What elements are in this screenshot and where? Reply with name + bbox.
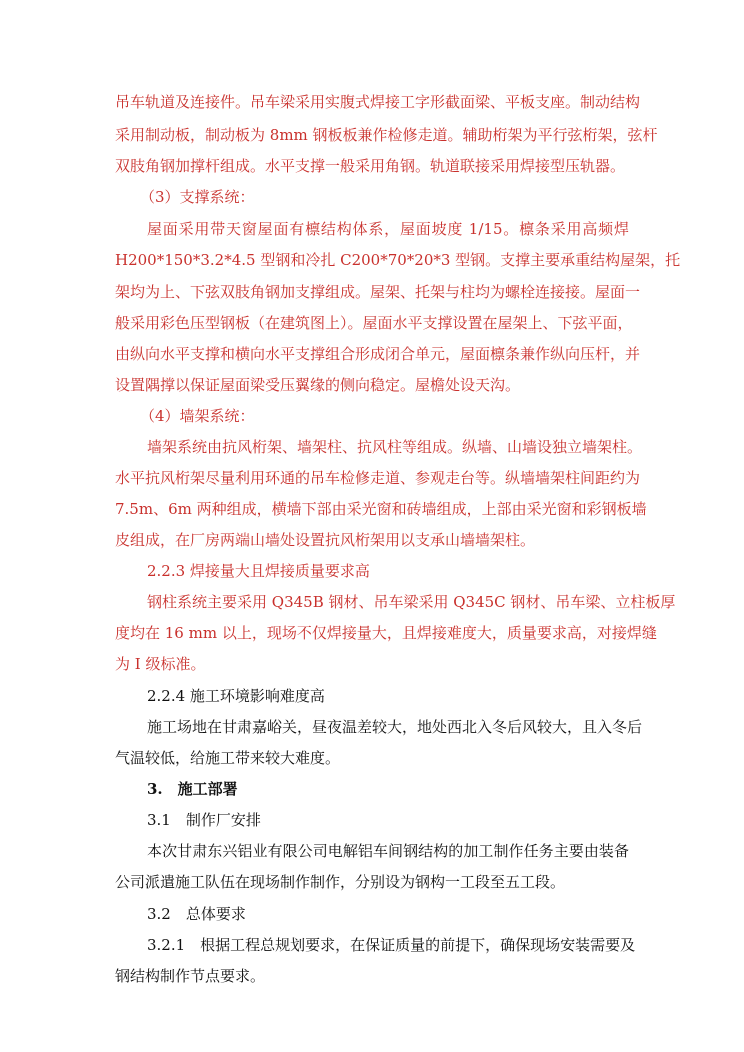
- heading-section-3: 3. 施工部署: [147, 780, 238, 798]
- para-wheel-rail-line-3: 双肢角钢加撑杆组成。水平支撑一般采用角钢。轨道联接采用焊接型压轨器。: [115, 157, 626, 175]
- heading-3-2: 3.2 总体要求: [147, 905, 246, 923]
- para-welding-line-2: 度均在 16 mm 以上，现场不仅焊接量大，且焊接难度大，质量要求高，对接焊缝: [115, 624, 657, 642]
- para-support-line-3: 架均为上、下弦双肢角钢加支撑组成。屋架、托架与柱均为螺栓连接接。屋面一: [115, 283, 641, 301]
- para-requirements-line-2: 钢结构制作节点要求。: [115, 967, 266, 985]
- para-wheel-rail-line-1: 吊车轨道及连接件。吊车梁采用实腹式焊接工字形截面梁、平板支座。制动结构: [115, 93, 641, 111]
- para-support-line-5: 由纵向水平支撑和横向水平支撑组合形成闭合单元，屋面檩条兼作纵向压杆，并: [115, 345, 641, 363]
- heading-3-1: 3.1 制作厂安排: [147, 811, 261, 829]
- para-environment-line-2: 气温较低，给施工带来较大难度。: [115, 749, 341, 767]
- para-support-line-2: H200*150*3.2*4.5 型钢和冷扎 C200*70*20*3 型钢。支撑主要承重结构屋架，托: [115, 251, 681, 269]
- heading-2-2-3: 2.2.3 焊接量大且焊接质量要求高: [147, 562, 370, 580]
- para-wall-frame-line-4: 皮组成，在厂房两端山墙处设置抗风桁架用以支承山墙墙架柱。: [115, 531, 536, 549]
- heading-2-2-4: 2.2.4 施工环境影响难度高: [147, 687, 325, 705]
- para-requirements-line-1: 3.2.1 根据工程总规划要求，在保证质量的前提下，确保现场安装需要及: [147, 936, 636, 954]
- para-factory-line-2: 公司派遣施工队伍在现场制作制作，分别设为钢构一工段至五工段。: [115, 873, 566, 891]
- para-wall-frame-line-1: 墙架系统由抗风桁架、墙架柱、抗风柱等组成。纵墙、山墙设独立墙架柱。: [147, 438, 643, 456]
- para-wheel-rail-line-2: 采用制动板，制动板为 8mm 钢板板兼作检修走道。辅助桁架为平行弦桁架，弦杆: [115, 126, 658, 144]
- para-support-line-6: 设置隅撑以保证屋面梁受压翼缘的侧向稳定。屋檐处设天沟。: [115, 376, 521, 394]
- para-factory-line-1: 本次甘肃东兴铝业有限公司电解铝车间钢结构的加工制作任务主要由装备: [147, 842, 629, 860]
- para-welding-line-3: 为 I 级标准。: [115, 655, 206, 673]
- para-wall-frame-line-2: 水平抗风桁架尽量利用环通的吊车检修走道、参观走台等。纵墙墙架柱间距约为: [115, 469, 641, 487]
- para-environment-line-1: 施工场地在甘肃嘉峪关，昼夜温差较大，地处西北入冬后风较大，且入冬后: [147, 718, 643, 736]
- para-support-line-4: 般采用彩色压型钢板（在建筑图上）。屋面水平支撑设置在屋架上、下弦平面，: [115, 314, 633, 332]
- para-support-line-1: 屋面采用带天窗屋面有檩结构体系，屋面坡度 1/15。檩条采用高频焊: [147, 220, 629, 238]
- para-welding-line-1: 钢柱系统主要采用 Q345B 钢材、吊车梁采用 Q345C 钢材、吊车梁、立柱板厚: [147, 593, 676, 611]
- heading-support-system: （3）支撑系统：: [140, 188, 255, 206]
- para-wall-frame-line-3: 7.5m、6m 两种组成，横墙下部由采光窗和砖墙组成，上部由采光窗和彩钢板墙: [115, 500, 647, 518]
- heading-wall-frame-system: （4）墙架系统：: [140, 407, 255, 425]
